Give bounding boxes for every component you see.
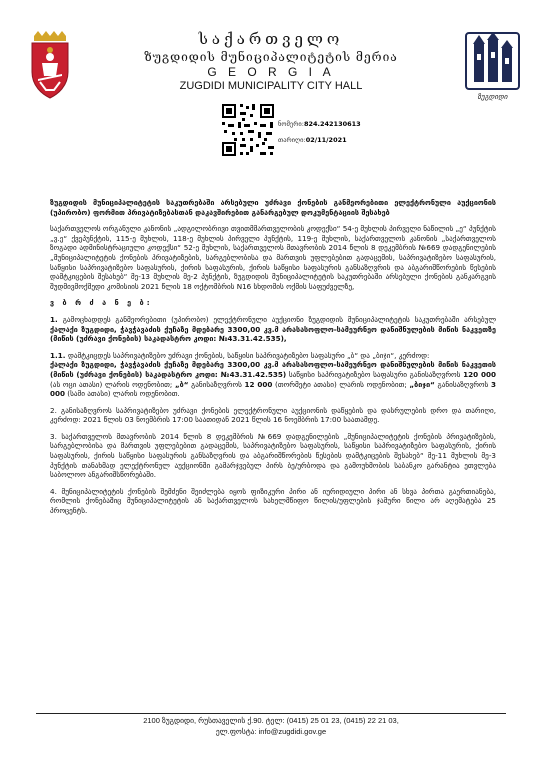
document-number-value: 824.242130613 <box>303 120 361 128</box>
header-title-en: G E O R G I A <box>207 65 335 79</box>
deposit-value: 12 000 <box>244 379 273 389</box>
paragraph-1-text: გამოცხადდეს განმეორებითი (უპირობო) ელექტრონული აუქციონი ზუგდიდის მუნიციპალიტეტის საკუთრებაში არსებულ <box>62 314 497 324</box>
step-label: „ბიჯი“ <box>409 379 435 389</box>
price-text-e: განისაზღვროს <box>434 379 491 389</box>
deposit-label: „ბ“ <box>174 379 189 389</box>
paragraph-4: 4. მუნიციპალიტეტის ქონების შემძენი შეიძლება იყოს ფიზიკური პირი ან იურიდიული პირი ან სხვა პირთა გაერთიანება, რომლის ქონებაშიც მუნიციპალიტეტის ან საქართველოს სახელმწიფო წილის/უფლების ჯამური წილი არ აღემატება 25 პროცენტს. <box>50 486 496 516</box>
paragraph-3: 3. საქართველოს მთავრობის 2014 წლის 8 დეკემბრის №669 დადგენილების „მუნიციპალიტეტის ქონების პრივატიზების, სარგებლობისა და მართვის უფლებებით გადაცემის, საპრივატიზებო საფასურის, საწყისი საპრივატიზებო საფასურის, ქირის საფასურის, ქირის საწყისი საფასურის განსაზღვრის და აბგარიშწორების წესების დამტკიცების შესახებ“ მე-11 მუხლის მე-3 პუნქტის თანახმად ელექტრონულ აუქციონში გამარჯვებულ პირს ბე/ურბოდა და გამოუხმობის საბანკო გარანტია ეთვლება საბოლოო ანგარიშსწორებაში. <box>50 431 496 480</box>
paragraph-1-1-property: ქალაქი ზუგდიდი, ჭავჭავაძის ქუჩაზე მდებარე 3300,00 კვ.მ არასასოფლო-სამეურნეო დანიშნულების მიწის ნაკვეთის (მიწის (უძრავი ქონების) საკადასტრო კოდი: №43.31.42.535) <box>50 360 496 379</box>
paragraph-1-1-text: დამტკიცდეს საპრივატიზებო უძრავი ქონების, საწყისი საპრივატიზებო საფასური „ბ“ და „ბიჯი“, კერძოდ: <box>67 350 430 360</box>
document-number-label: ნომერი: <box>278 120 304 128</box>
document-body <box>50 198 496 516</box>
paragraph-2: 2. განისაზღვროს საპრივატიზებო უძრავი ქონების ელექტრონული აუქციონის დაწყების და დასრულების დრო და თარიღი, კერძოდ: 2021 წლის 03 ნოემბრის 17:00 საათიდან 2021 წლის 16 ნოემბრის 17:00 საათამდე. <box>50 405 496 425</box>
document-date-label: თარიღი: <box>278 136 306 144</box>
paragraph-1-1-number: 1.1. <box>50 350 68 360</box>
starting-price: 120 000 <box>463 369 496 379</box>
paragraph-1-1 <box>50 351 496 361</box>
price-text-b: (ას ოცი ათასი) ლარის ოდენობით; <box>50 379 175 389</box>
intro-paragraph: საქართველოს ორგანული კანონის „ადგილობრივი თვითმმართველობის კოდექსი“ 54-ე მუხლის პირველი ნაწილის „ე“ პუნქტის „ვ.ე“ ქვეპუნქტის, 115-ე მუხლის, 118-ე მუხლის პირველი პუნქტის, 119-ე მუხლის, საქართველოს კანონის „საქართველოს ზოგადი ადმინისტრაციული კოდექსი“ 52-ე მუხლის, საქართველოს მთავრობის 2014 წლის 8 დეკემბრის №669 დადგენილების „მუნიციპალიტეტის ქონების პრივატიზების, სარგებლობისა და მართვის უფლებებით გადაცემის, საპრივატიზებო საფასურის, საწყისი საპრივატიზებო საფასურის, ქირის საფასურის, ქირის საწყისი საფასურის განსაზღვრის და აბგარიშწორების წესების დამტკიცების შესახებ“ მე-13 მუხლის მე-2 პუნქტის, ზუგდიდის მუნიციპალიტეტის საკუთრებაში არსებული ქონების განკარგვის შუდმივმოქმედი კომისიის 2021 წლის 18 ოქტომბრის N16 სხდომის ოქმის საფუძველზე, <box>50 224 496 291</box>
towers-caption: ზუგდიდი <box>477 93 508 101</box>
paragraph-1 <box>50 315 496 344</box>
header-subtitle-geo: ზუგდიდის მუნიციპალიტეტის მერია <box>144 50 398 64</box>
footer-email: ელ.ფოსტა: info@zugdidi.gov.ge <box>215 727 327 736</box>
price-text-d: (თორმეტი ათასი) ლარის ოდენობით; <box>272 379 410 389</box>
document-date-value: 02/11/2021 <box>305 136 347 144</box>
paragraph-1-number: 1. <box>50 314 63 324</box>
step-value: 3 000 <box>50 379 496 399</box>
footer-divider <box>36 713 506 714</box>
header-title-geo: საქართველო <box>198 30 344 48</box>
paragraph-1-1-details <box>50 360 496 398</box>
price-text-c: განისაზღვროს <box>188 379 245 389</box>
paragraph-1-property: ქალაქი ზუგდიდი, ჭავჭავაძის ქუჩაზე მდებარე 3300,00 კვ.მ არასასოფლო-სამეურნეო დანიშნულების მიწის ნაკვეთზე (მიწის (უძრავი ქონების) საკადასტრო კოდი: №43.31.42.535), <box>50 324 496 344</box>
document-number <box>278 120 361 128</box>
price-text-f: (სამი ათასი) ლარის ოდენობით. <box>65 389 180 399</box>
document-date <box>278 136 347 144</box>
header-subtitle-en: ZUGDIDI MUNICIPALITY CITY HALL <box>179 80 363 92</box>
qr-code-icon <box>220 102 276 158</box>
document-title: ზუგდიდის მუნიციპალიტეტის საკუთრებაში არსებული უძრავი ქონების განმეორებითი ელექტრონული აუქციონის (უპირობო) ფორმით პრივატიზებასთან დაკავშირებით განარგებულ დოკუმენტაციის შესახებ <box>50 198 496 217</box>
price-text-a: საწყისი საპრივატიზებო საფასური განისაზღვროს <box>286 369 464 379</box>
decree-heading: ვ ბ რ ძ ა ნ ე ბ: <box>50 298 153 308</box>
footer-address: 2100 ზუგდიდი, რუსთაველის ქ.90. ტელ: (0415) 25 01 23, (0415) 22 21 03, <box>143 716 399 725</box>
